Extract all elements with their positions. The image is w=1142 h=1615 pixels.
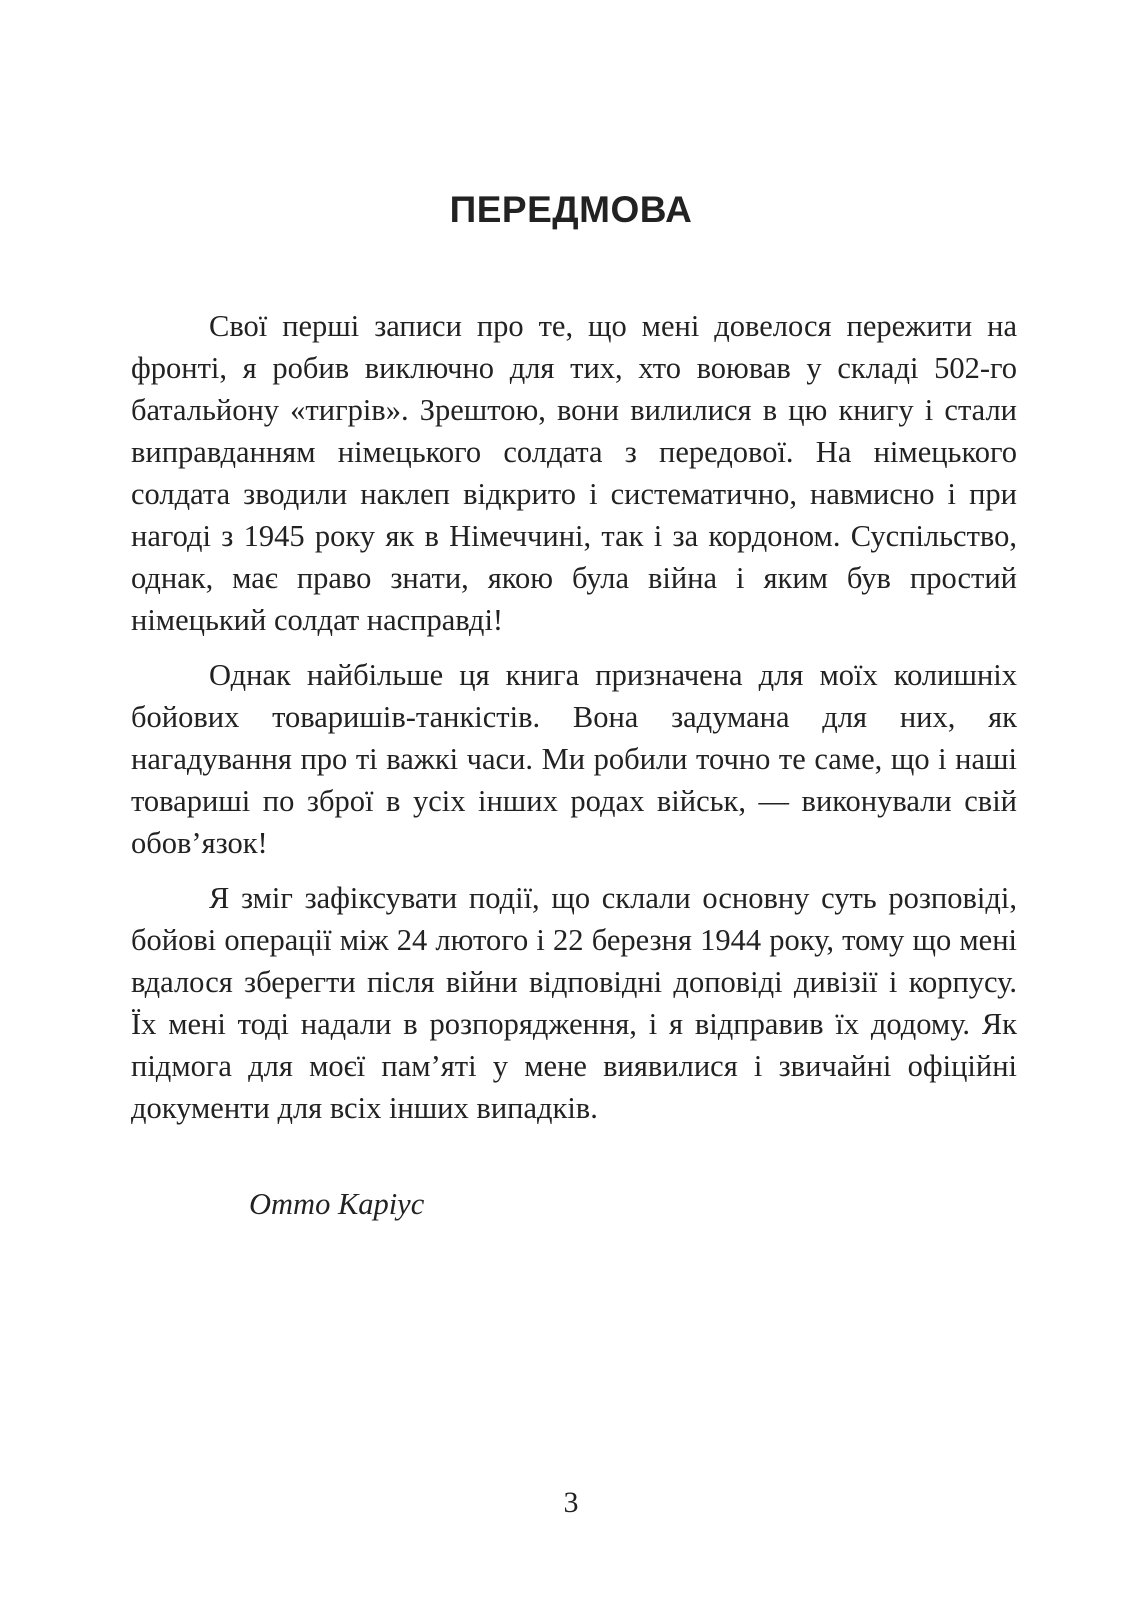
page-number: 3 <box>563 1486 579 1519</box>
paragraph-2: Однак найбільше ця книга призначена для моїх колишніх бойових товаришів-танкістів. Вона задумана для них, як нагадування про ті важкі часи. Ми робили точно те саме, що і наші товариші по зброї в усіх інших родах військ, — виконували свій обов’язок! <box>131 658 1017 860</box>
paragraph-1: Свої перші записи про те, що мені довелося пережити на фронті, я робив виключно для тих, хто воював у складі 502-го батальйону «тигрів». Зрештою, вони вилилися в цю книгу і стали виправданням німецького солдата з передової. На німецького солдата зводили наклеп відкрито і систематично, навмисно і при нагоді з 1945 року як в Німеччині, так і за кордоном. Суспільство, однак, має право знати, якою була війна і яким був простий німецький солдат насправді! <box>131 309 1017 637</box>
author-signature: Отто Каріус <box>249 1187 425 1221</box>
paragraph-3: Я зміг зафіксувати події, що склали основну суть розповіді, бойові операції між 24 лютого і 22 березня 1944 року, тому що мені вдалося зберегти після війни відповідні доповіді дивізії і корпусу. Їх мені тоді надали в розпорядження, і я відправив їх додому. Як підмога для моєї пам’яті у мене виявилися і звичайні офіційні документи для всіх інших випадків. <box>131 881 1017 1125</box>
page-title: ПЕРЕДМОВА <box>449 189 693 230</box>
preface-body <box>131 305 1017 1142</box>
